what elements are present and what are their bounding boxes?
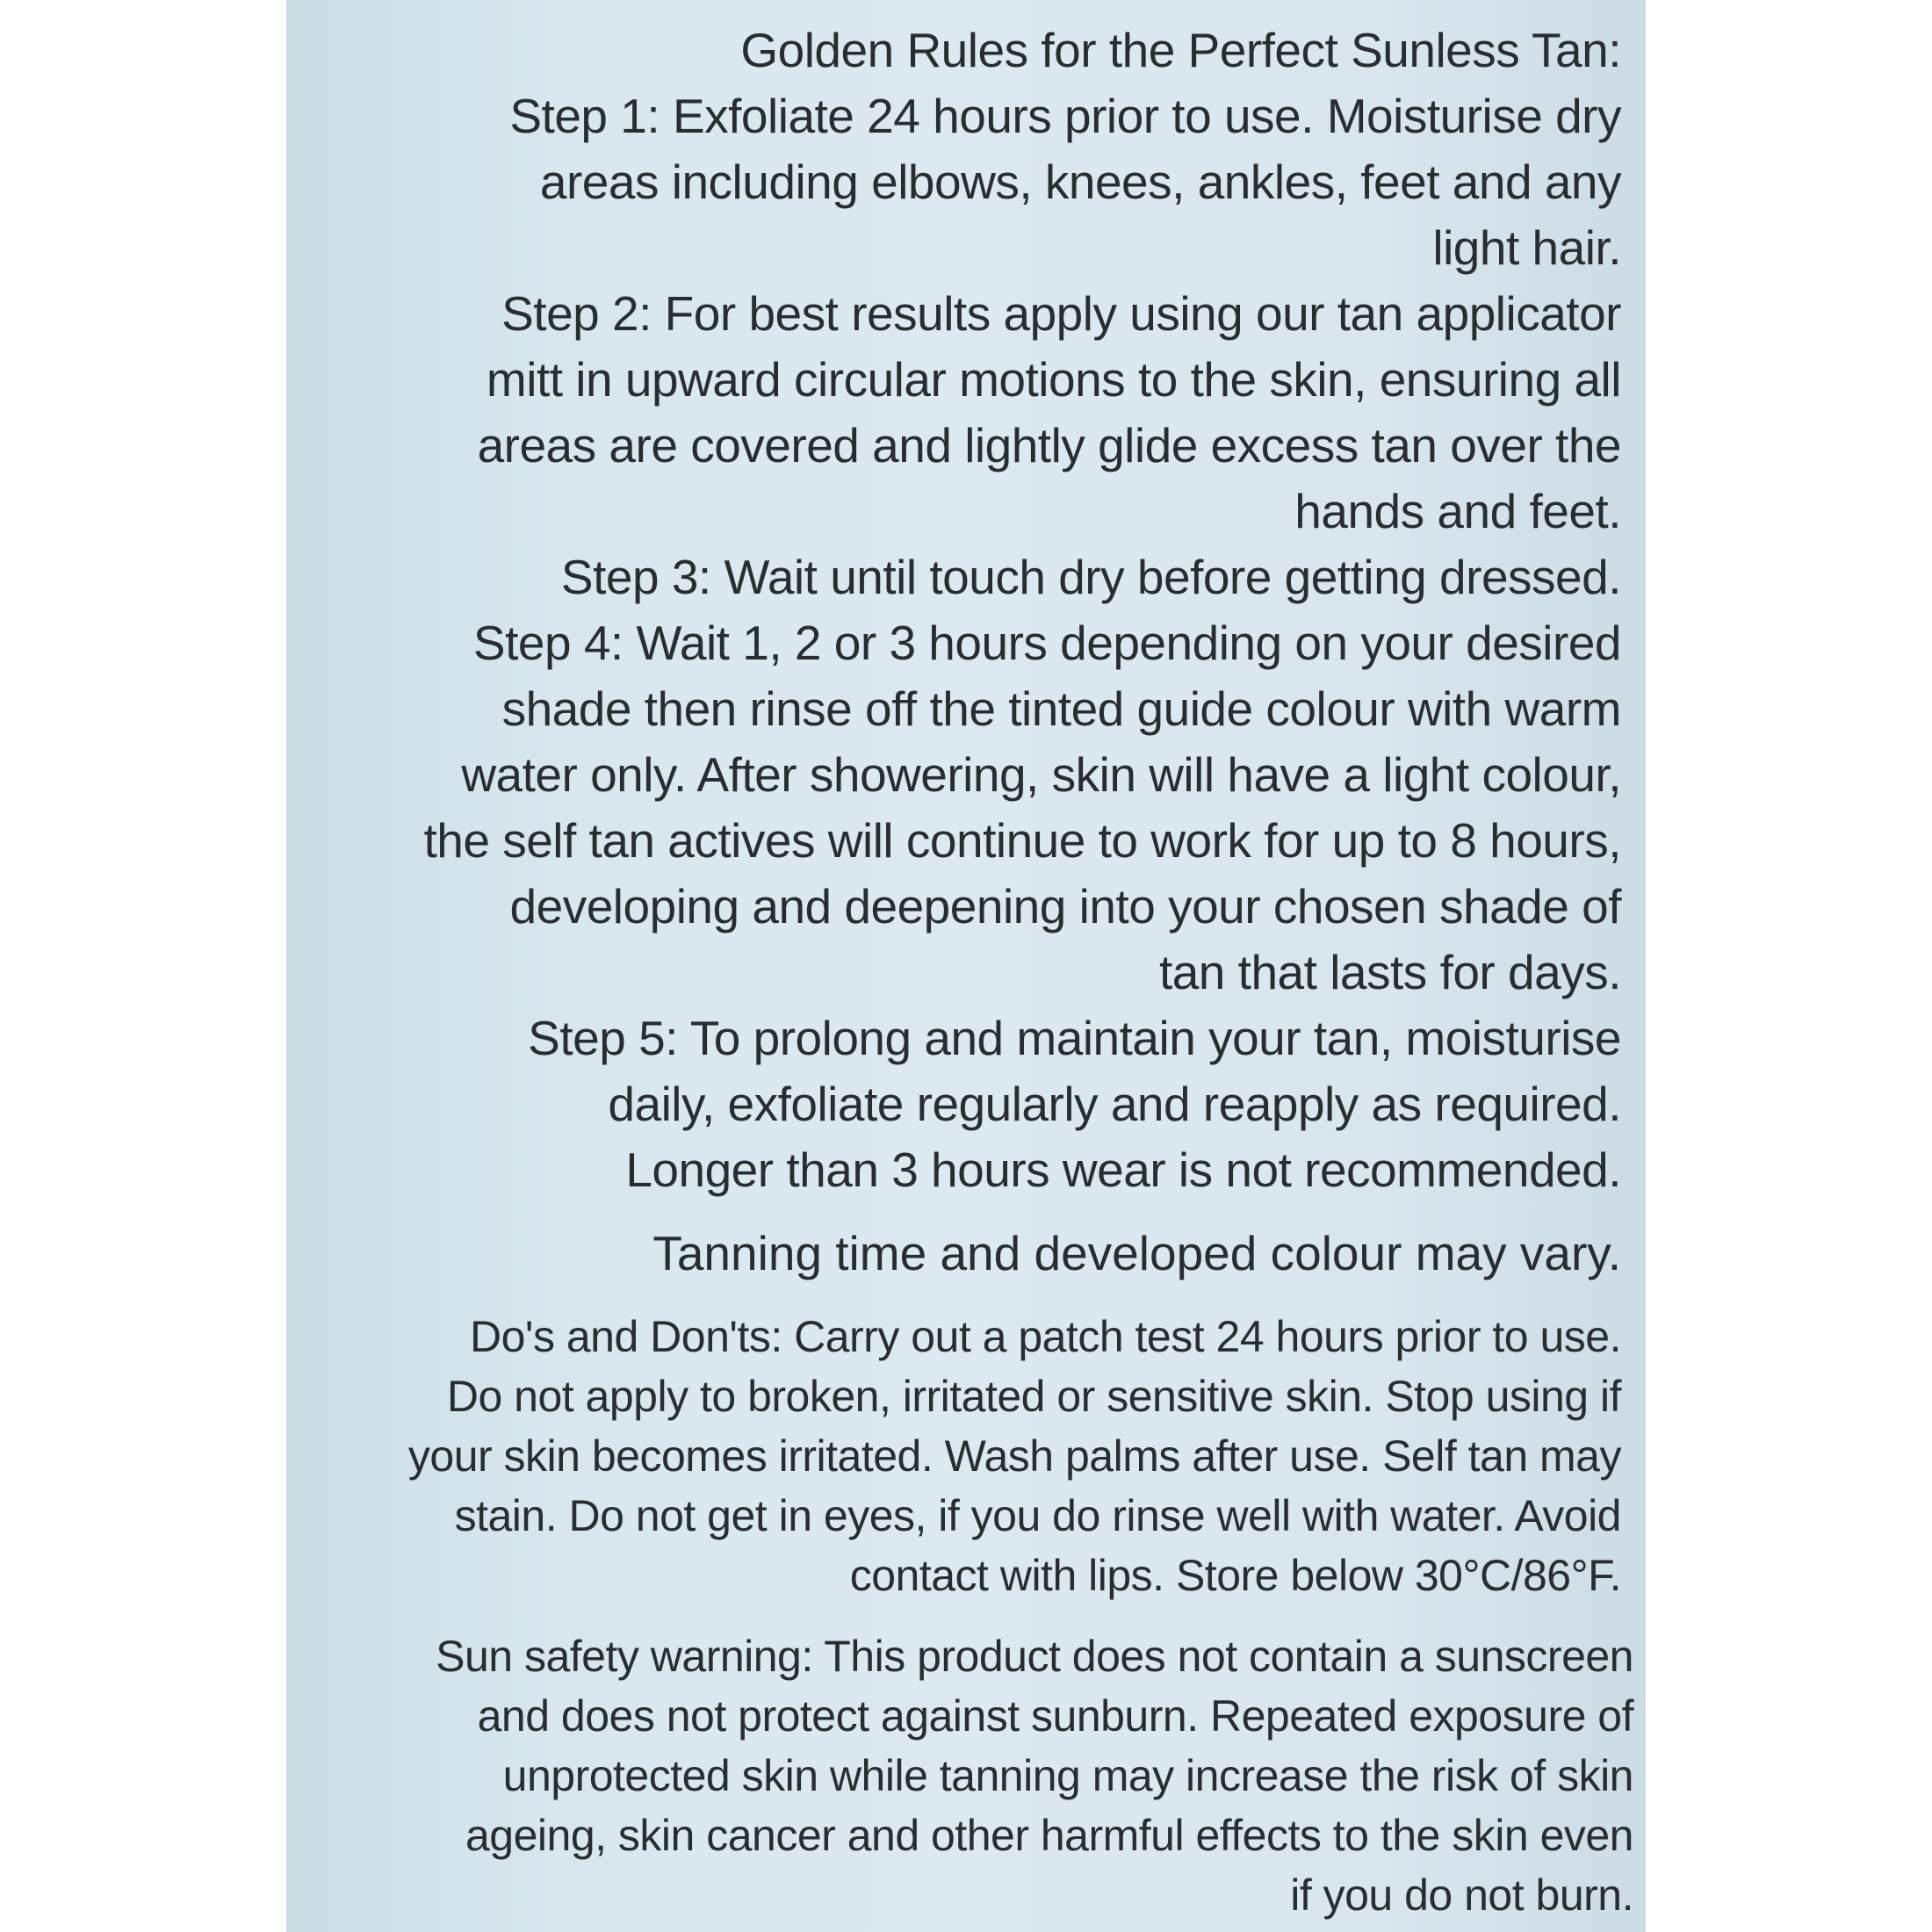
golden-rules-instructions: Golden Rules for the Perfect Sunless Tan: Step 1: Exfoliate 24 hours prior to use. Moisturise dry areas including elbows, knees, ankles, feet and any light hair. Step 2: For best results apply using our tan applicator mitt in upward circular motions to the skin, ensuring all areas are covered and lightly glide excess tan over the hands and feet. Step 3: Wait until touch dry before getting dressed. Step 4: Wait 1, 2 or 3 hours depending on your desired shade then rinse off the tinted guide colour with warm water only. After showering, skin will have a light colour, the self tan actives will continue to work for up to 8 hours, developing and deepening into your chosen shade of tan that lasts for days. Step 5: To prolong and maintain your tan, moisturise daily, exfoliate regularly and reapply as required. Longer than 3 hours wear is not recommended. xyxy=(423,23,1621,1197)
dos-and-donts-section: Do's and Don'ts: Carry out a patch test 24 hours prior to use. Do not apply to broken, irritated or sensitive skin. Stop using if your skin becomes irritated. Wash palms after use. Self tan may stain. Do not get in eyes, if you do rinse well with water. Avoid contact with lips. Store below 30°C/86°F. xyxy=(407,1312,1621,1600)
tanning-time-note: Tanning time and developed colour may vary. xyxy=(652,1226,1621,1280)
sun-safety-warning: Sun safety warning: This product does not contain a sunscreen and does not protect against sunburn. Repeated exposure of unprotected skin while tanning may increase the risk of skin ageing, skin cancer and other harmful effects to the skin even if you do not burn. xyxy=(436,1632,1633,1920)
